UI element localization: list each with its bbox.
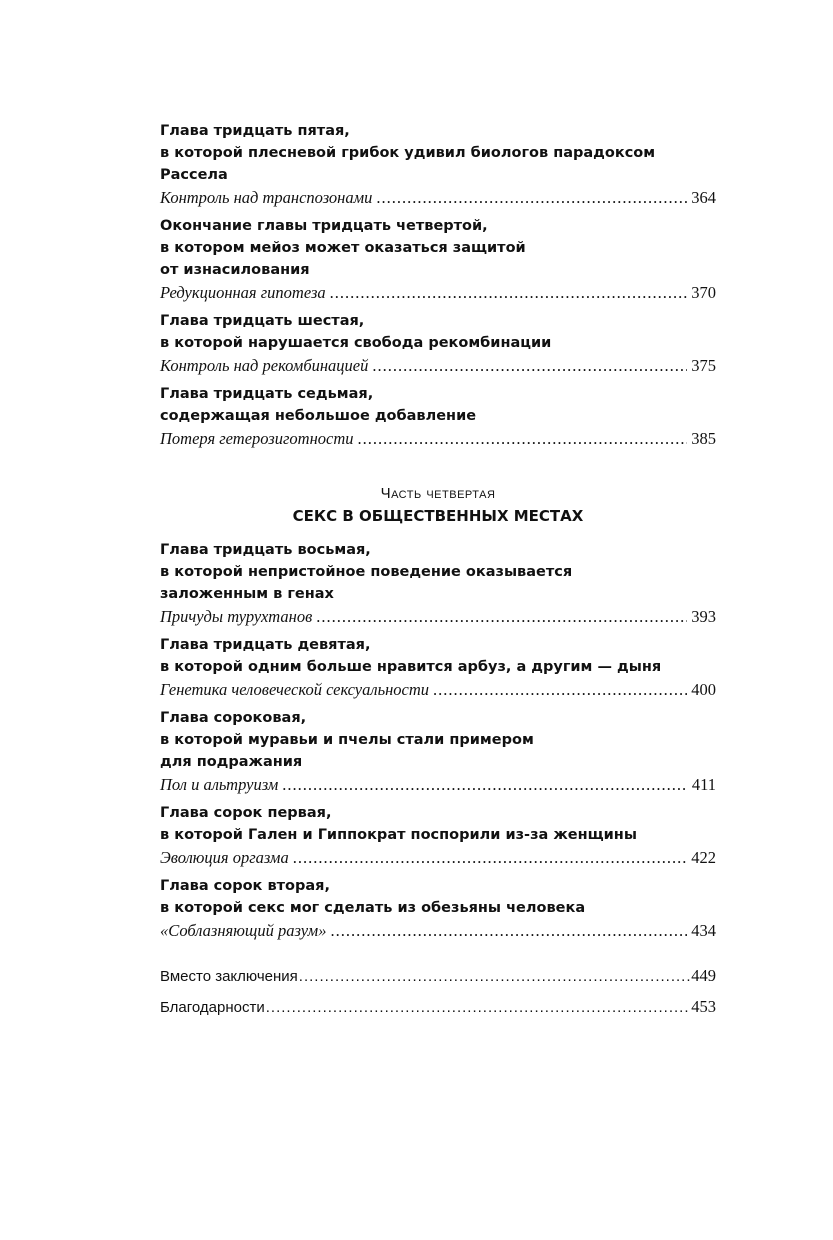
entry-title: Причуды турухтанов — [160, 607, 313, 626]
page-number: 400 — [691, 680, 716, 699]
toc-entry[interactable] — [160, 281, 716, 305]
dot-leader — [299, 962, 690, 992]
entry-title: Вместо заключения — [160, 968, 298, 985]
page-number: 370 — [691, 283, 716, 302]
chapter-heading-line: Глава тридцать восьмая, — [160, 542, 371, 558]
dot-leader — [293, 846, 688, 870]
dot-leader — [266, 993, 691, 1023]
entry-title: Генетика человеческой сексуальности — [160, 680, 430, 699]
toc-entry-acknowledgements[interactable] — [160, 992, 716, 1023]
part-heading — [160, 483, 716, 527]
chapter-heading-line: в которой непристойное поведение оказывается — [160, 564, 573, 580]
chapter-heading-line: Глава тридцать пятая, — [160, 123, 350, 139]
page-number: 393 — [691, 607, 716, 626]
page-number: 364 — [691, 188, 716, 207]
dot-leader — [316, 605, 687, 629]
chapter-heading-line: заложенным в генах — [160, 586, 334, 602]
part-title: СЕКС В ОБЩЕСТВЕННЫХ МЕСТАХ — [292, 507, 584, 525]
chapter-heading-line: для подражания — [160, 754, 303, 770]
toc-chapter-37 — [160, 383, 716, 451]
chapter-heading-line: Глава тридцать седьмая, — [160, 386, 374, 402]
toc-entry[interactable] — [160, 773, 716, 797]
dot-leader — [433, 678, 687, 702]
dot-leader — [358, 427, 688, 451]
entry-title: «Соблазняющий разум» — [160, 921, 327, 940]
toc-entry[interactable] — [160, 678, 716, 702]
dot-leader — [330, 281, 688, 305]
toc-chapter-35 — [160, 120, 716, 210]
toc-entry[interactable] — [160, 919, 716, 943]
toc-tail — [160, 961, 716, 1023]
toc-chapter-40 — [160, 707, 716, 797]
chapter-heading-line: в котором мейоз может оказаться защитой — [160, 240, 526, 256]
entry-title: Благодарности — [160, 999, 265, 1016]
page-number: 385 — [691, 429, 716, 448]
chapter-heading-line: Глава сороковая, — [160, 710, 307, 726]
chapter-heading-line: в которой нарушается свобода рекомбинации — [160, 335, 552, 351]
dot-leader — [282, 773, 688, 797]
toc-chapter-42 — [160, 875, 716, 943]
toc-entry[interactable] — [160, 846, 716, 870]
toc-entry[interactable] — [160, 354, 716, 378]
toc-entry-conclusion[interactable] — [160, 961, 716, 992]
chapter-heading-line: Окончание главы тридцать четвертой, — [160, 218, 488, 234]
chapter-heading-line: Глава сорок первая, — [160, 805, 332, 821]
toc-chapter-36 — [160, 310, 716, 378]
entry-title: Пол и альтруизм — [160, 775, 279, 794]
page-number: 449 — [691, 966, 716, 985]
table-of-contents — [160, 120, 716, 1023]
chapter-heading-line: в которой муравьи и пчелы стали примером — [160, 732, 534, 748]
toc-chapter-39 — [160, 634, 716, 702]
entry-title: Контроль над транспозонами — [160, 188, 373, 207]
page-number: 434 — [691, 921, 716, 940]
chapter-heading-line: в которой Гален и Гиппократ поспорили из-за женщины — [160, 827, 637, 843]
entry-title: Потеря гетерозиготности — [160, 429, 354, 448]
chapter-heading-line: содержащая небольшое добавление — [160, 408, 477, 424]
page-number: 411 — [691, 775, 716, 794]
dot-leader — [376, 186, 687, 210]
chapter-heading-line: Рассела — [160, 167, 228, 183]
chapter-heading-line: Глава тридцать шестая, — [160, 313, 365, 329]
chapter-heading-line: в которой одним больше нравится арбуз, а другим — дыня — [160, 659, 662, 675]
page-number: 375 — [691, 356, 716, 375]
entry-title: Редукционная гипотеза — [160, 283, 326, 302]
toc-entry[interactable] — [160, 186, 716, 210]
page-number: 453 — [691, 997, 716, 1016]
chapter-heading-line: от изнасилования — [160, 262, 310, 278]
toc-chapter-38 — [160, 539, 716, 629]
chapter-heading-line: Глава тридцать девятая, — [160, 637, 371, 653]
toc-entry[interactable] — [160, 427, 716, 451]
chapter-heading-line: Глава сорок вторая, — [160, 878, 330, 894]
part-label: Часть четвертая — [380, 485, 496, 502]
toc-chapter-34-end — [160, 215, 716, 305]
chapter-heading-line: в которой секс мог сделать из обезьяны человека — [160, 900, 586, 916]
toc-entry[interactable] — [160, 605, 716, 629]
entry-title: Контроль над рекомбинацией — [160, 356, 369, 375]
chapter-heading-line: в которой плесневой грибок удивил биологов парадоксом — [160, 145, 656, 161]
toc-chapter-41 — [160, 802, 716, 870]
dot-leader — [330, 919, 687, 943]
dot-leader — [372, 354, 687, 378]
entry-title: Эволюция оргазма — [160, 848, 289, 867]
page-number: 422 — [691, 848, 716, 867]
